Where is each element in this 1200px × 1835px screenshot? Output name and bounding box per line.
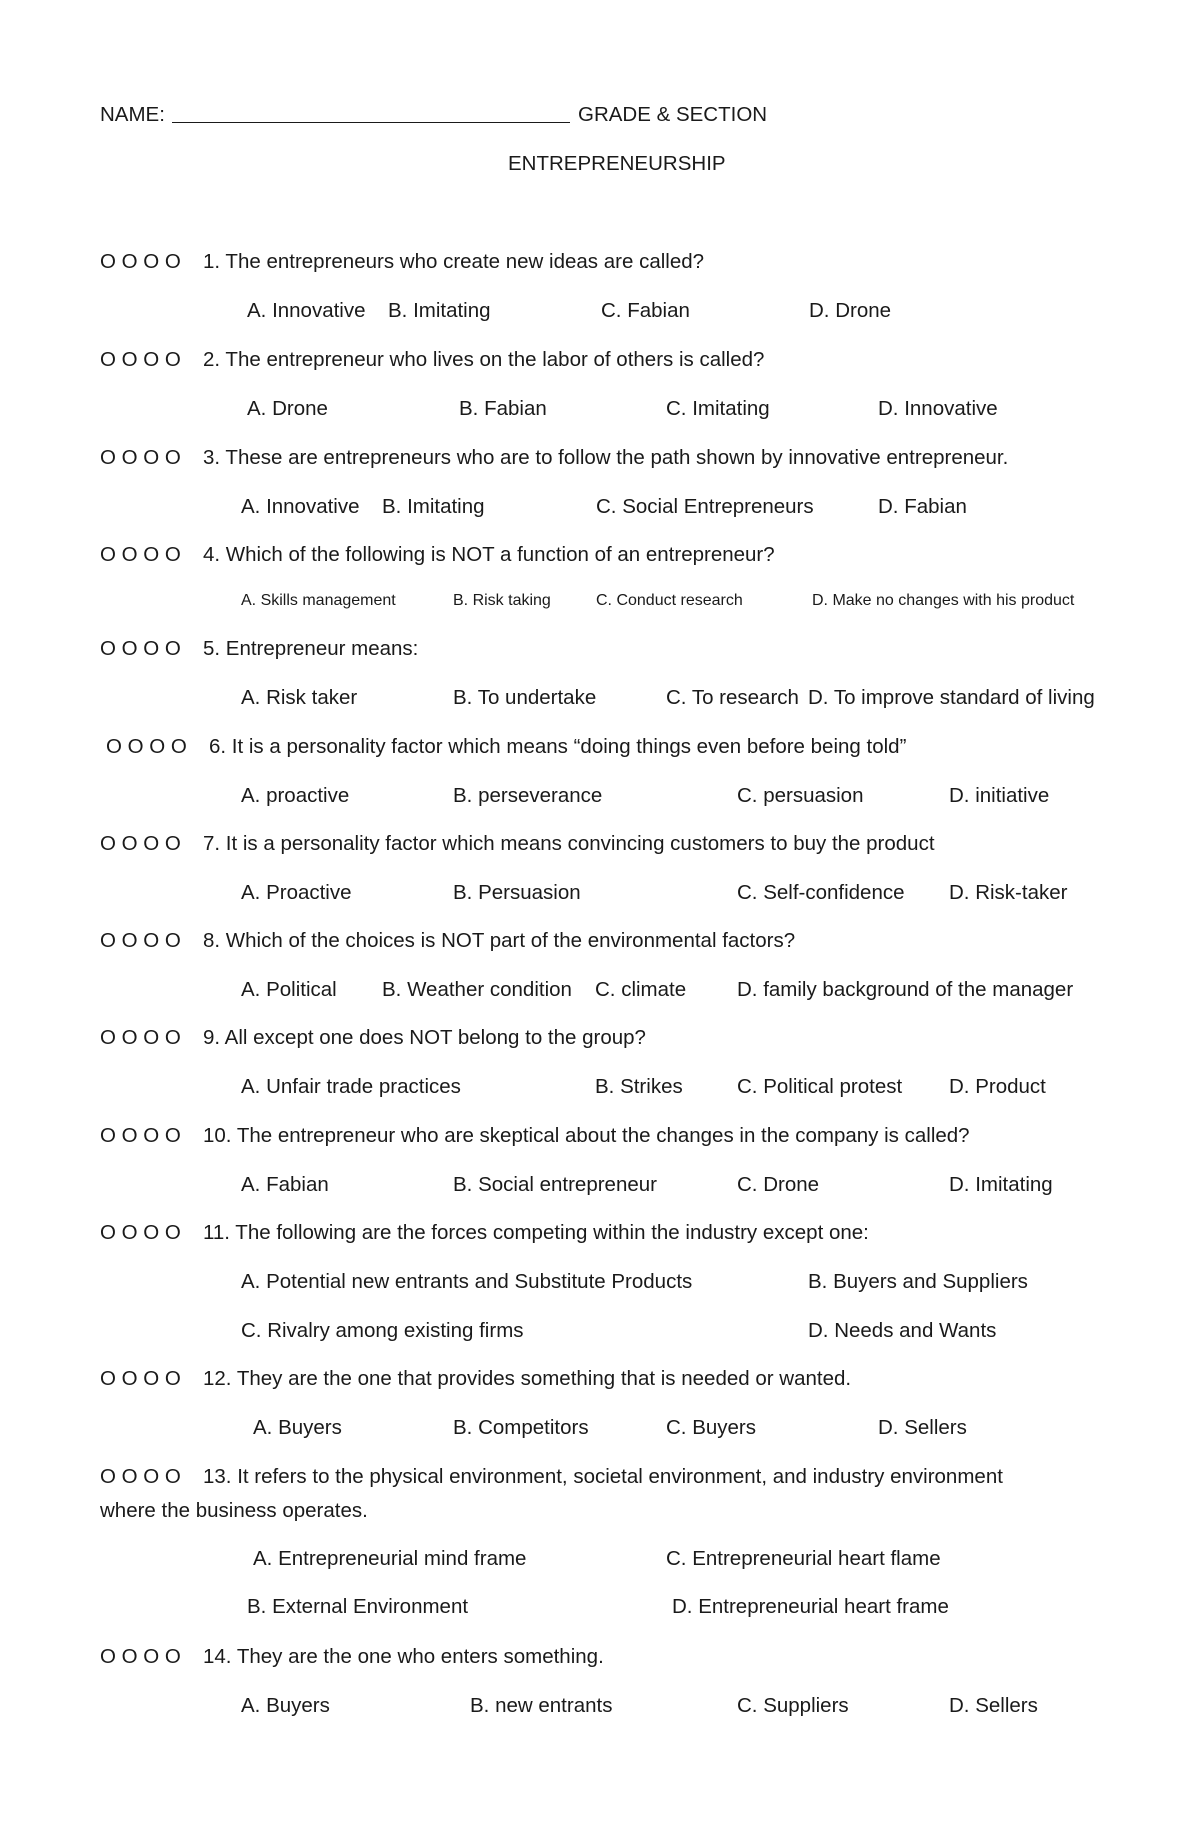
choice-b: B. Strikes — [595, 1075, 683, 1098]
answer-bubbles[interactable]: O O O O — [100, 1645, 181, 1668]
question-text-continued: where the business operates. — [100, 1499, 368, 1522]
choice-d: D. Sellers — [878, 1416, 967, 1439]
grade-section-label: GRADE & SECTION — [578, 103, 768, 126]
choice-c: C. Drone — [737, 1173, 820, 1196]
choice-b: B. Buyers and Suppliers — [808, 1270, 1028, 1293]
choice-c: C. Rivalry among existing firms — [241, 1319, 524, 1342]
choice-c: C. Buyers — [666, 1416, 756, 1439]
choice-b: B. new entrants — [470, 1694, 613, 1717]
question-text: 8. Which of the choices is NOT part of the environmental factors? — [203, 929, 796, 952]
answer-bubbles[interactable]: O O O O — [100, 637, 181, 660]
choice-a: A. Entrepreneurial mind frame — [253, 1547, 527, 1570]
question-text: 9. All except one does NOT belong to the group? — [203, 1026, 646, 1049]
choice-a: A. Risk taker — [241, 686, 358, 709]
choice-a: A. Proactive — [241, 881, 352, 904]
choice-a: A. Buyers — [241, 1694, 330, 1717]
choice-a: A. Potential new entrants and Substitute Products — [241, 1270, 693, 1293]
choice-c: C. Conduct research — [596, 592, 743, 609]
choice-d: D. Fabian — [878, 495, 967, 518]
choice-d: D. Innovative — [878, 397, 998, 420]
choice-c: C. Self-confidence — [737, 881, 905, 904]
answer-bubbles[interactable]: O O O O — [106, 735, 187, 758]
choice-d: D. To improve standard of living — [808, 686, 1095, 709]
page-title: ENTREPRENEURSHIP — [508, 152, 726, 175]
answer-bubbles[interactable]: O O O O — [100, 446, 181, 469]
question-text: 12. They are the one that provides something that is needed or wanted. — [203, 1367, 852, 1390]
choice-b: B. Weather condition — [382, 978, 572, 1001]
choice-c: C. Suppliers — [737, 1694, 849, 1717]
choice-a: A. Innovative — [241, 495, 360, 518]
choice-d: D. Sellers — [949, 1694, 1038, 1717]
choice-a: A. Unfair trade practices — [241, 1075, 461, 1098]
choice-b: B. perseverance — [453, 784, 603, 807]
choice-c: C. Imitating — [666, 397, 770, 420]
question-text: 10. The entrepreneur who are skeptical about the changes in the company is called? — [203, 1124, 970, 1147]
question-text: 11. The following are the forces competing within the industry except one: — [203, 1221, 869, 1244]
choice-a: A. proactive — [241, 784, 350, 807]
answer-bubbles[interactable]: O O O O — [100, 543, 181, 566]
choice-c: C. persuasion — [737, 784, 864, 807]
question-text: 4. Which of the following is NOT a function of an entrepreneur? — [203, 543, 775, 566]
choice-a: A. Political — [241, 978, 337, 1001]
choice-d: D. Imitating — [949, 1173, 1053, 1196]
choice-b: B. Persuasion — [453, 881, 581, 904]
choice-c: C. climate — [595, 978, 687, 1001]
choice-c: C. Fabian — [601, 299, 690, 322]
choice-a: A. Skills management — [241, 592, 396, 609]
choice-a: A. Fabian — [241, 1173, 329, 1196]
choice-b: B. External Environment — [247, 1595, 469, 1618]
answer-bubbles[interactable]: O O O O — [100, 250, 181, 273]
question-text: 3. These are entrepreneurs who are to follow the path shown by innovative entrepreneur. — [203, 446, 1009, 469]
choice-d: D. initiative — [949, 784, 1050, 807]
answer-bubbles[interactable]: O O O O — [100, 1465, 181, 1488]
answer-bubbles[interactable]: O O O O — [100, 348, 181, 371]
name-label: NAME: — [100, 103, 165, 126]
choice-b: B. Risk taking — [453, 592, 551, 609]
choice-a: A. Drone — [247, 397, 328, 420]
answer-bubbles[interactable]: O O O O — [100, 832, 181, 855]
answer-bubbles[interactable]: O O O O — [100, 1221, 181, 1244]
choice-b: B. Social entrepreneur — [453, 1173, 657, 1196]
choice-d: D. Risk-taker — [949, 881, 1068, 904]
choice-b: B. Fabian — [459, 397, 547, 420]
choice-d: D. family background of the manager — [737, 978, 1074, 1001]
choice-c: C. Social Entrepreneurs — [596, 495, 814, 518]
question-text: 13. It refers to the physical environment, societal environment, and industry environment — [203, 1465, 1003, 1488]
choice-d: D. Entrepreneurial heart frame — [672, 1595, 949, 1618]
choice-d: D. Drone — [809, 299, 892, 322]
choice-b: B. Competitors — [453, 1416, 589, 1439]
question-text: 14. They are the one who enters something. — [203, 1645, 604, 1668]
choice-a: A. Innovative — [247, 299, 366, 322]
choice-d: D. Needs and Wants — [808, 1319, 997, 1342]
question-text: 7. It is a personality factor which means convincing customers to buy the product — [203, 832, 935, 855]
choice-d: D. Make no changes with his product — [812, 592, 1075, 609]
answer-bubbles[interactable]: O O O O — [100, 1367, 181, 1390]
name-blank-line — [172, 122, 570, 123]
choice-c: C. Political protest — [737, 1075, 903, 1098]
choice-a: A. Buyers — [253, 1416, 342, 1439]
answer-bubbles[interactable]: O O O O — [100, 1124, 181, 1147]
choice-b: B. To undertake — [453, 686, 597, 709]
choice-d: D. Product — [949, 1075, 1046, 1098]
question-text: 2. The entrepreneur who lives on the labor of others is called? — [203, 348, 765, 371]
choice-b: B. Imitating — [382, 495, 485, 518]
question-text: 5. Entrepreneur means: — [203, 637, 419, 660]
choice-c: C. To research — [666, 686, 799, 709]
question-text: 1. The entrepreneurs who create new ideas are called? — [203, 250, 705, 273]
choice-b: B. Imitating — [388, 299, 491, 322]
answer-bubbles[interactable]: O O O O — [100, 1026, 181, 1049]
question-text: 6. It is a personality factor which means “doing things even before being told” — [209, 735, 907, 758]
answer-bubbles[interactable]: O O O O — [100, 929, 181, 952]
choice-c: C. Entrepreneurial heart flame — [666, 1547, 941, 1570]
